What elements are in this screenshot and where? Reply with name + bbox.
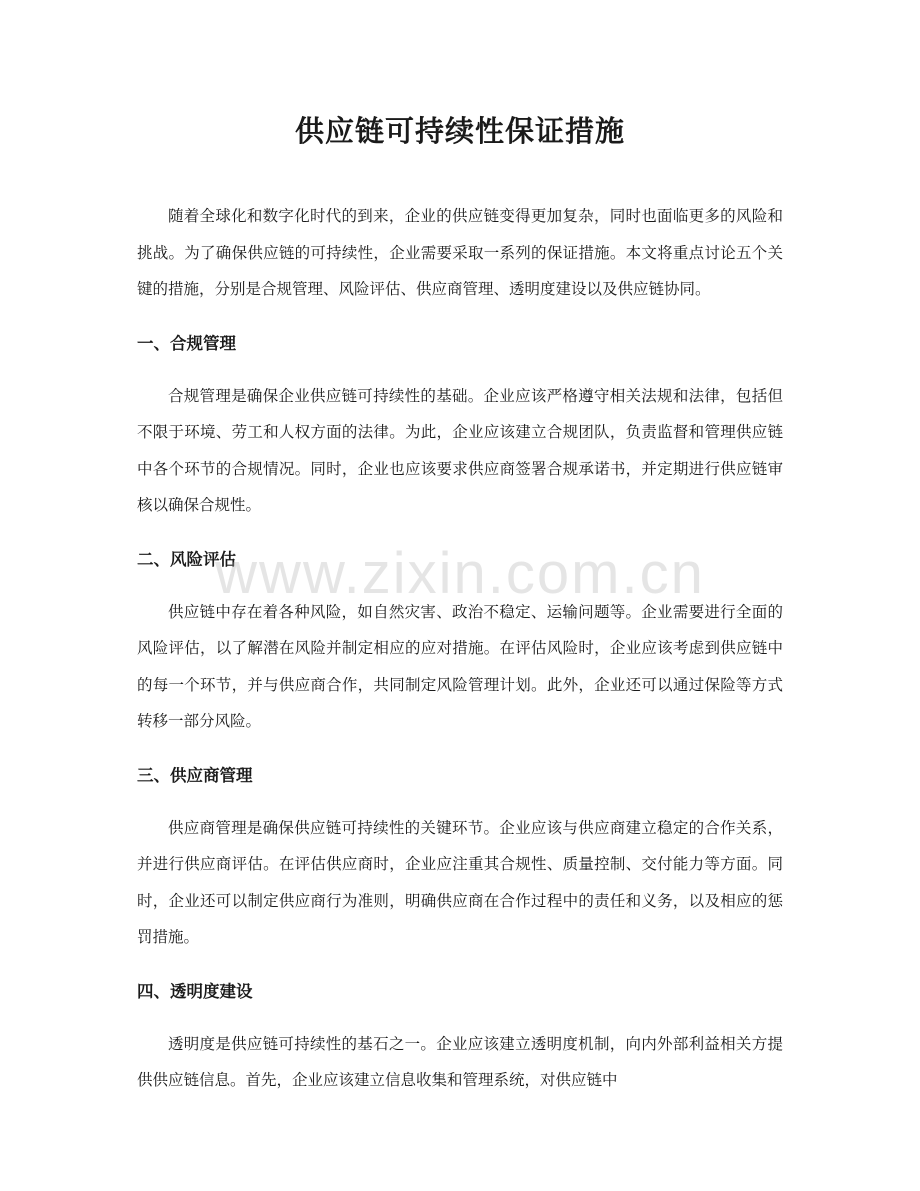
section-heading: 三、供应商管理 xyxy=(137,765,253,785)
watermark: www.zixin.com.cn xyxy=(215,541,705,606)
section-transparency xyxy=(137,974,783,1099)
section-heading: 四、透明度建设 xyxy=(137,981,253,1001)
section-paragraph: 透明度是供应链可持续性的基石之一。企业应该建立透明度机制，向内外部利益相关方提供供应链信息。首先，企业应该建立信息收集和管理系统，对供应链中 xyxy=(137,1034,783,1089)
document-title: 供应链可持续性保证措施 xyxy=(294,114,625,148)
section-supplier-management xyxy=(137,758,783,956)
section-paragraph: 供应商管理是确保供应链可持续性的关键环节。企业应该与供应商建立稳定的合作关系，并进行供应商评估。在评估供应商时，企业应注重其合规性、质量控制、交付能力等方面。同时，企业还可以制定供应商行为准则，明确供应商在合作过程中的责任和义务，以及相应的惩罚措施。 xyxy=(137,818,783,946)
section-heading: 二、风险评估 xyxy=(137,549,236,569)
section-risk-assessment xyxy=(137,542,783,740)
section-compliance xyxy=(137,326,783,524)
intro-paragraph: 随着全球化和数字化时代的到来，企业的供应链变得更加复杂，同时也面临更多的风险和挑战。为了确保供应链的可持续性，企业需要采取一系列的保证措施。本文将重点讨论五个关键的措施，分别是合规管理、风险评估、供应商管理、透明度建设以及供应链协同。 xyxy=(137,207,783,298)
section-paragraph: 合规管理是确保企业供应链可持续性的基础。企业应该严格遵守相关法规和法律，包括但不限于环境、劳工和人权方面的法律。为此，企业应该建立合规团队，负责监督和管理供应链中各个环节的合规情况。同时，企业也应该要求供应商签署合规承诺书，并定期进行供应链审核以确保合规性。 xyxy=(137,386,783,514)
section-paragraph: 供应链中存在着各种风险，如自然灾害、政治不稳定、运输问题等。企业需要进行全面的风险评估，以了解潜在风险并制定相应的应对措施。在评估风险时，企业应该考虑到供应链中的每一个环节，并与供应商合作，共同制定风险管理计划。此外，企业还可以通过保险等方式转移一部分风险。 xyxy=(137,602,783,730)
section-heading: 一、合规管理 xyxy=(137,333,236,353)
